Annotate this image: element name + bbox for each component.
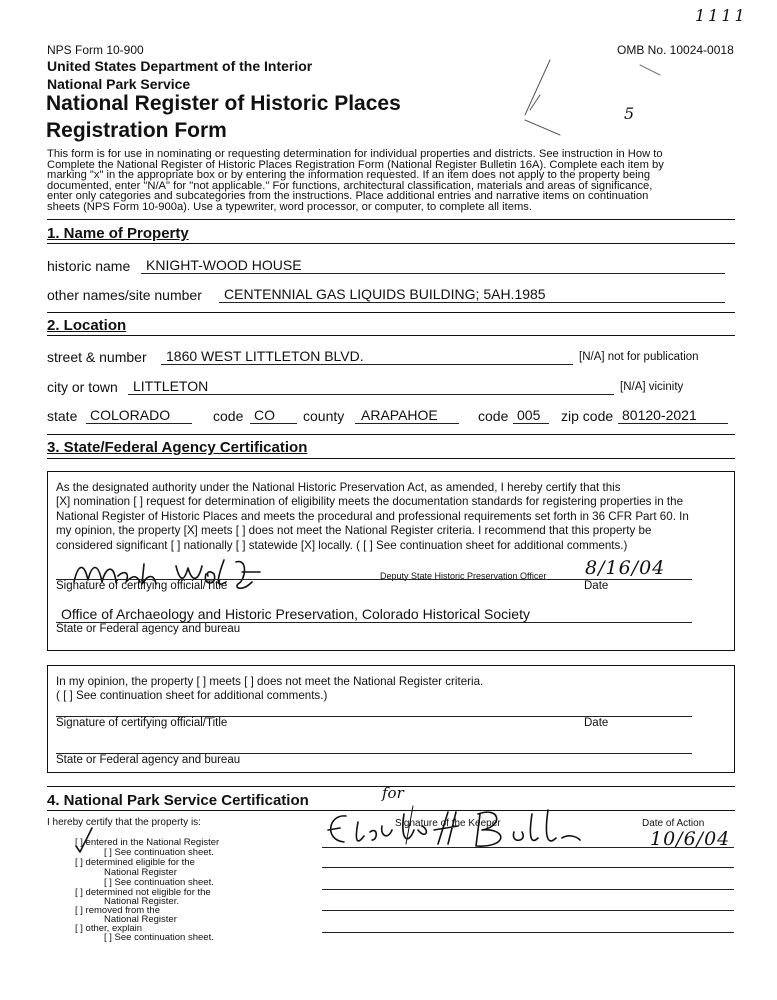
option-determined-eligible: [ ] determined eligible for the bbox=[75, 857, 195, 868]
stray-pencil-marks bbox=[520, 40, 680, 150]
state-value: COLORADO bbox=[90, 407, 171, 423]
keeper-line bbox=[322, 867, 734, 868]
county-code-value: 005 bbox=[517, 407, 541, 423]
county-code-label: code bbox=[478, 408, 509, 424]
city-value: LITTLETON bbox=[133, 378, 209, 394]
certification-line: As the designated authority under the National Historic Preservation Act, as amended, I hereby certify that this bbox=[56, 481, 621, 494]
not-for-publication: [N/A] not for publication bbox=[579, 351, 699, 363]
other-names-label: other names/site number bbox=[47, 287, 202, 303]
keeper-line bbox=[322, 932, 734, 933]
county-value: ARAPAHOE bbox=[361, 407, 438, 423]
field-underline bbox=[513, 423, 549, 424]
form-title-line2: Registration Form bbox=[46, 119, 227, 142]
instruction-line: Complete the National Register of Historic Places Registration Form (National Register Bulletin 16A). Complete each item by bbox=[47, 158, 664, 171]
other-names-value: CENTENNIAL GAS LIQUIDS BUILDING; 5AH.1985 bbox=[224, 286, 546, 302]
certification-line: my opinion, the property [X] meets [ ] does not meet the National Register criteria. I recommend that this property be bbox=[56, 524, 652, 538]
field-underline bbox=[219, 302, 725, 303]
divider bbox=[47, 243, 735, 244]
signature-caption: Signature of certifying official/Title bbox=[56, 580, 228, 592]
instruction-line: This form is for use in nominating or requesting determination for individual properties and districts. See instruction in How to bbox=[47, 148, 663, 160]
state-code-value: CO bbox=[254, 407, 275, 423]
field-underline bbox=[618, 423, 728, 424]
historic-name-value: KNIGHT-WOOD HOUSE bbox=[146, 257, 302, 273]
department-name: United States Department of the Interior bbox=[47, 58, 313, 74]
keeper-line bbox=[322, 889, 734, 890]
certifying-signature bbox=[66, 552, 296, 602]
certification-text bbox=[56, 481, 689, 553]
field-underline bbox=[161, 364, 573, 365]
opinion-text bbox=[56, 675, 483, 704]
agency-caption2: State or Federal agency and bureau bbox=[56, 754, 241, 766]
section4-heading: 4. National Park Service Certification bbox=[47, 792, 309, 809]
divider bbox=[47, 312, 735, 313]
state-code-label: code bbox=[213, 408, 244, 424]
opinion-line: In my opinion, the property [ ] meets [ ] does not meet the National Register criteria. bbox=[56, 675, 484, 688]
page-mark: 5 bbox=[624, 104, 635, 123]
opinion-line: ( [ ] See continuation sheet for additional comments.) bbox=[56, 689, 328, 703]
zip-value: 80120-2021 bbox=[622, 407, 697, 423]
option-removed: [ ] removed from the bbox=[75, 905, 161, 916]
instruction-line: enter only categories and subcategories from the instructions. Place additional entries and narrative items on continuation bbox=[47, 190, 649, 203]
field-underline bbox=[250, 423, 297, 424]
instructions-block bbox=[47, 149, 737, 213]
keeper-for-mark: for bbox=[382, 784, 404, 802]
certification-date: 8/16/04 bbox=[585, 557, 666, 579]
agency-value: Office of Archaeology and Historic Preservation, Colorado Historical Society bbox=[61, 606, 530, 622]
form-number: NPS Form 10-900 bbox=[47, 43, 144, 57]
action-date-caption: Date of Action bbox=[642, 818, 705, 829]
street-value: 1860 WEST LITTLETON BLVD. bbox=[166, 348, 364, 364]
signature-caption2: Signature of certifying official/Title bbox=[56, 717, 228, 729]
divider bbox=[47, 219, 735, 220]
date-caption: Date bbox=[584, 580, 609, 592]
date-caption2: Date bbox=[584, 717, 609, 729]
instruction-line: marking "x" in the appropriate box or by entering the information requested. If an item does not apply to the property being bbox=[47, 169, 651, 182]
city-label: city or town bbox=[47, 379, 118, 395]
agency-name: National Park Service bbox=[47, 76, 191, 92]
option-continuation: [ ] See continuation sheet. bbox=[104, 877, 214, 888]
certification-line: National Register of Historic Places and meets the procedural and professional requirements set forth in 36 CFR Part 60. In bbox=[56, 509, 689, 523]
field-underline bbox=[128, 394, 614, 395]
certification-line: considered significant [ ] nationally [ ] statewide [X] locally. ( [ ] See continuation sheet for additional comments.) bbox=[56, 538, 628, 552]
option-sublabel: National Register. bbox=[104, 896, 179, 907]
form-title-line1: National Register of Historic Places bbox=[46, 92, 401, 115]
divider bbox=[47, 458, 735, 459]
divider bbox=[47, 434, 735, 435]
option-sublabel: National Register bbox=[104, 867, 177, 878]
divider bbox=[47, 335, 735, 336]
signature-line bbox=[56, 579, 692, 580]
certification-line: [X] nomination [ ] request for determination of eligibility meets the documentation standards for registering properties in the bbox=[56, 495, 684, 509]
option-other: [ ] other, explain bbox=[75, 923, 143, 934]
corner-handwritten-number: 1111 bbox=[695, 6, 748, 25]
section3-heading: 3. State/Federal Agency Certification bbox=[47, 439, 308, 456]
entered-checkmark bbox=[60, 826, 100, 854]
option-determined-not-eligible: [ ] determined not eligible for the bbox=[75, 887, 211, 898]
official-title: Deputy State Historic Preservation Officer bbox=[380, 571, 547, 581]
keeper-line bbox=[322, 910, 734, 911]
option-continuation: [ ] See continuation sheet. bbox=[104, 847, 214, 858]
action-date: 10/6/04 bbox=[650, 828, 731, 850]
section2-heading: 2. Location bbox=[47, 317, 127, 334]
instruction-line: documented, enter "N/A" for "not applicable." For functions, architectural classification, materials and areas of significance, bbox=[47, 179, 653, 192]
option-continuation: [ ] See continuation sheet. bbox=[104, 932, 214, 943]
field-underline bbox=[141, 273, 725, 274]
agency-caption: State or Federal agency and bureau bbox=[56, 623, 241, 635]
omb-number: OMB No. 10024-0018 bbox=[617, 43, 734, 57]
option-sublabel: National Register bbox=[104, 914, 177, 925]
county-label: county bbox=[303, 408, 345, 424]
section1-heading: 1. Name of Property bbox=[47, 225, 189, 242]
keeper-caption: Signature of the Keeper bbox=[395, 818, 501, 829]
zip-label: zip code bbox=[561, 408, 614, 424]
field-underline bbox=[355, 423, 459, 424]
state-label: state bbox=[47, 408, 78, 424]
instruction-line: sheets (NPS Form 10-900a). Use a typewriter, word processor, or computer, to complete all items. bbox=[47, 200, 532, 213]
vicinity: [N/A] vicinity bbox=[620, 381, 684, 393]
street-label: street & number bbox=[47, 349, 147, 365]
historic-name-label: historic name bbox=[47, 258, 131, 274]
nps-intro: I hereby certify that the property is: bbox=[47, 817, 201, 828]
field-underline bbox=[86, 423, 192, 424]
option-entered: [ ] entered in the National Register bbox=[75, 837, 220, 848]
keeper-line bbox=[322, 847, 734, 848]
